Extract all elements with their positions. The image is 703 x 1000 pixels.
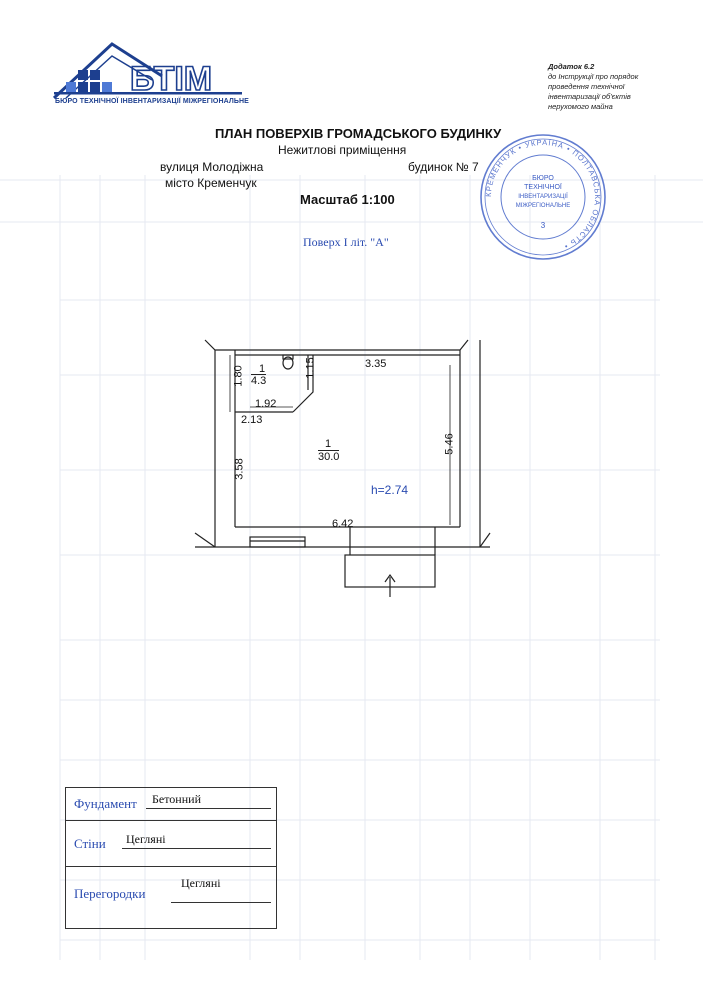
- dim-small-height: 1.80: [232, 365, 245, 387]
- room-small-area: 4.3: [251, 375, 267, 387]
- document-subtitle: Нежитлові приміщення: [278, 143, 407, 157]
- dim-small-diag: 2.13: [241, 414, 263, 426]
- appendix-note: [548, 62, 688, 112]
- appendix-line: проведення технічної: [548, 82, 625, 91]
- stamp-ring-text: КРЕМЕНЧУК • УКРАЇНА • ПОЛТАВСЬКА ОБЛАСТЬ •: [483, 137, 603, 252]
- plan-scale: Масштаб 1:100: [300, 192, 395, 207]
- appendix-line: нерухомого майна: [548, 102, 613, 111]
- document-title: ПЛАН ПОВЕРХІВ ГРОМАДСЬКОГО БУДИНКУ: [215, 126, 502, 141]
- floor-label: Поверх І літ. "А": [303, 235, 389, 249]
- dim-left-height: 3.58: [233, 458, 246, 480]
- foundation-value: Бетонний: [152, 792, 201, 806]
- logo-full-name: БЮРО ТЕХНІЧНОЇ ІНВЕНТАРИЗАЦІЇ МІЖРЕГІОНАЛЬНЕ: [55, 98, 249, 105]
- address-street: вулиця Молодіжна: [160, 160, 264, 174]
- address-building: будинок № 7: [408, 160, 479, 174]
- walls-label: Стіни: [74, 836, 106, 851]
- materials-row: [66, 876, 276, 922]
- materials-row: [66, 828, 276, 874]
- logo-abbr: БТІМ: [130, 60, 213, 98]
- walls-value: Цегляні: [126, 832, 166, 846]
- dim-right-height: 5.46: [443, 433, 456, 455]
- foundation-label: Фундамент: [74, 796, 137, 811]
- appendix-title: Додаток 6.2: [548, 62, 595, 71]
- partitions-label: Перегородки: [74, 886, 146, 901]
- ceiling-height: h=2.74: [371, 483, 409, 497]
- dim-small-width: 1.92: [255, 398, 277, 410]
- room-main-area: 30.0: [318, 451, 340, 463]
- address-city: місто Кременчук: [165, 176, 257, 190]
- materials-table: [65, 787, 277, 929]
- partitions-value: Цегляні: [181, 876, 221, 890]
- room-main-number: 1: [325, 438, 332, 450]
- appendix-line: до Інструкції про порядок: [548, 72, 639, 81]
- stamp-center-line: ТЕХНІЧНОЇ: [524, 184, 562, 191]
- stamp-center-line: МІЖРЕГІОНАЛЬНЕ: [515, 203, 571, 209]
- stamp-center-line: БЮРО: [532, 175, 554, 182]
- dim-bottom-width: 6.42: [332, 518, 354, 530]
- stamp-number: 3: [540, 221, 546, 230]
- dim-top-width: 3.35: [365, 358, 387, 370]
- official-stamp: [478, 132, 608, 262]
- dim-small-side: 1.15: [304, 357, 317, 379]
- appendix-line: інвентаризації об'єктів: [548, 92, 631, 101]
- room-small-number: 1: [259, 363, 266, 375]
- stamp-center-line: ІНВЕНТАРИЗАЦІЇ: [518, 194, 568, 200]
